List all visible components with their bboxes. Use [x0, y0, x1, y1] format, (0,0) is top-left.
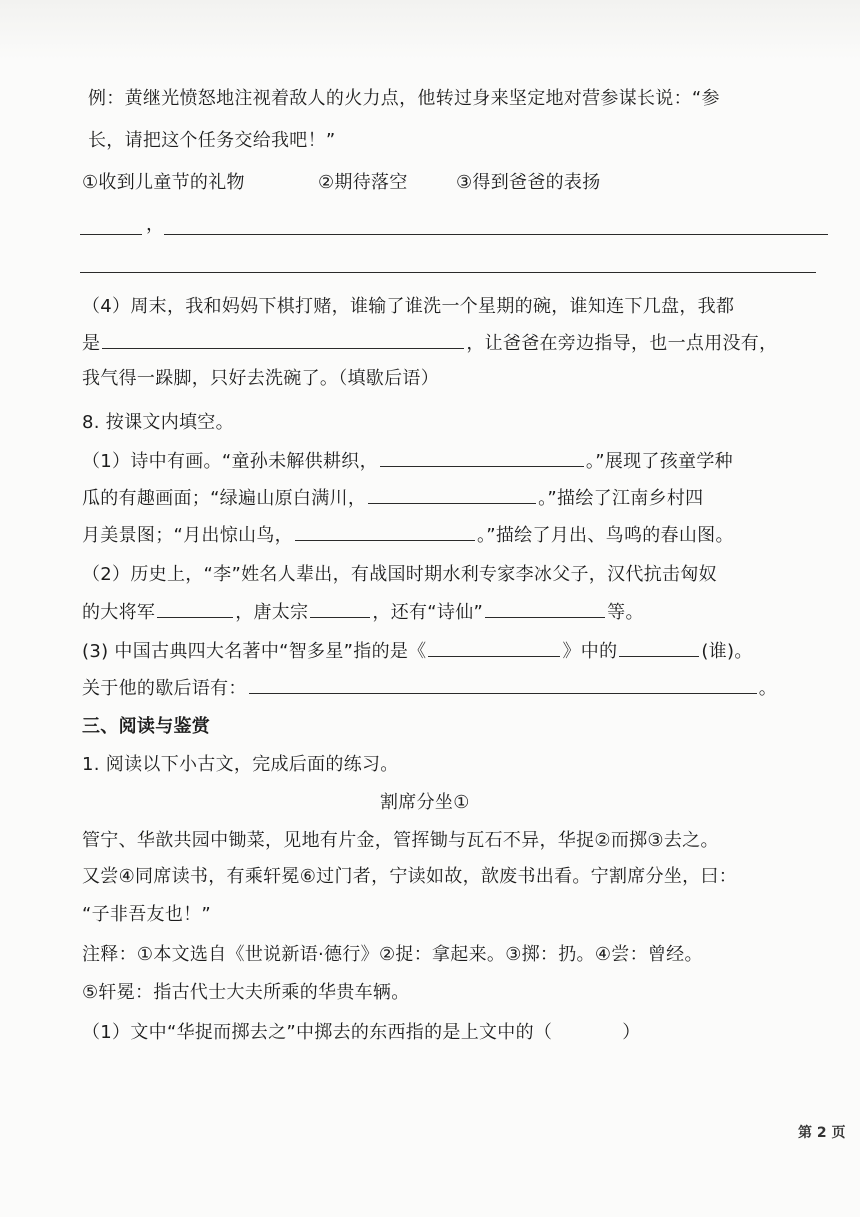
topic-option-1: ①收到儿童节的礼物 — [82, 172, 245, 193]
q8-1-text-d: 。”描绘了江南乡村四 — [538, 488, 704, 509]
q8-1-text-a: （1）诗中有画。“童孙未解供耕织， — [82, 451, 378, 472]
q4-text-post: ，让爸爸在旁边指导，也一点用没有， — [466, 333, 778, 354]
q8-3-line-1 — [82, 640, 753, 663]
answer-line-1[interactable] — [164, 234, 828, 235]
answer-separator: ， — [146, 214, 165, 235]
q8-2-text-a: 的大将军 — [82, 602, 156, 623]
q4-line-1: （4）周末，我和妈妈下棋打赌，谁输了谁洗一个星期的碗，谁知连下几盘，我都 — [82, 296, 735, 317]
q8-2-text-c: ，还有“诗仙” — [372, 602, 484, 623]
section-3-q1: 1. 阅读以下小古文，完成后面的练习。 — [82, 754, 399, 775]
q8-3-blank-who[interactable] — [619, 640, 699, 657]
q8-1-text-f: 。”描绘了月出、鸟鸣的春山图。 — [476, 525, 734, 546]
q8-1-line-1 — [82, 450, 733, 473]
q8-3-text-e: 。 — [758, 678, 778, 699]
q8-3-blank-book[interactable] — [428, 640, 560, 657]
reading-q1-text: （1）文中“华捉而掷去之”中掷去的东西指的是上文中的（ — [82, 1022, 553, 1043]
answer-blank-topic[interactable] — [80, 234, 142, 235]
notes-line-1: 注释：①本文选自《世说新语·德行》②捉：拿起来。③掷：扔。④尝：曾经。 — [82, 944, 703, 965]
q8-2-text-b: ，唐太宗 — [235, 602, 309, 623]
q8-3-blank-xiehouyu[interactable] — [249, 677, 757, 694]
q8-3-text-d: 关于他的歇后语有： — [82, 678, 247, 699]
topic-option-3: ③得到爸爸的表扬 — [456, 172, 601, 193]
q8-2-blank-3[interactable] — [485, 601, 605, 618]
notes-line-2: ⑤轩冕：指古代士大夫所乘的华贵车辆。 — [82, 982, 410, 1003]
page-number: 第 2 页 — [798, 1125, 846, 1141]
q4-line-3: 我气得一跺脚，只好去洗碗了。（填歇后语） — [82, 368, 439, 389]
q8-2-blank-1[interactable] — [157, 601, 233, 618]
q8-1-blank-1[interactable] — [380, 450, 584, 467]
passage-title: 割席分坐① — [380, 792, 470, 813]
q8-1-text-b: 。”展现了孩童学种 — [585, 451, 733, 472]
passage-line-2: 又尝④同席读书，有乘轩冕⑥过门者，宁读如故，歆废书出看。宁割席分坐，曰： — [82, 866, 738, 887]
q8-1-line-2 — [82, 487, 703, 510]
q4-blank[interactable] — [102, 332, 464, 349]
q8-2-line-1: （2）历史上，“李”姓名人辈出，有战国时期水利专家李冰父子，汉代抗击匈奴 — [82, 564, 717, 585]
answer-line-2[interactable] — [80, 272, 816, 273]
example-line-2: 长，请把这个任务交给我吧！” — [88, 130, 336, 151]
q8-1-blank-2[interactable] — [368, 487, 536, 504]
q8-1-line-3 — [82, 524, 734, 547]
section-3-heading: 三、阅读与鉴赏 — [82, 716, 211, 737]
q4-line-2 — [82, 332, 777, 355]
reading-q1 — [82, 1022, 641, 1044]
q8-2-text-d: 等。 — [607, 602, 644, 623]
q8-3-text-c: (谁)。 — [701, 641, 753, 662]
passage-line-1: 管宁、华歆共园中锄菜，见地有片金，管挥锄与瓦石不异，华捉②而掷③去之。 — [82, 830, 719, 851]
passage-line-3: “子非吾友也！” — [82, 904, 212, 925]
reading-q1-close: ） — [622, 1022, 641, 1043]
scan-shadow — [0, 0, 860, 60]
q8-3-text-b: 》中的 — [562, 641, 618, 662]
q8-3-line-2 — [82, 677, 777, 700]
topic-option-2: ②期待落空 — [318, 172, 408, 193]
q8-1-blank-3[interactable] — [295, 524, 475, 541]
q8-1-text-c: 瓜的有趣画面；“绿遍山原白满川， — [82, 488, 367, 509]
q8-heading: 8. 按课文内填空。 — [82, 412, 234, 433]
example-line-1: 例：黄继光愤怒地注视着敌人的火力点，他转过身来坚定地对营参谋长说：“参 — [88, 88, 720, 109]
q8-1-text-e: 月美景图；“月出惊山鸟， — [82, 525, 293, 546]
q4-text-pre: 是 — [82, 333, 101, 354]
q8-2-blank-2[interactable] — [310, 601, 370, 618]
q8-2-line-2 — [82, 601, 644, 624]
q8-3-text-a: (3) 中国古典四大名著中“智多星”指的是《 — [82, 641, 427, 662]
